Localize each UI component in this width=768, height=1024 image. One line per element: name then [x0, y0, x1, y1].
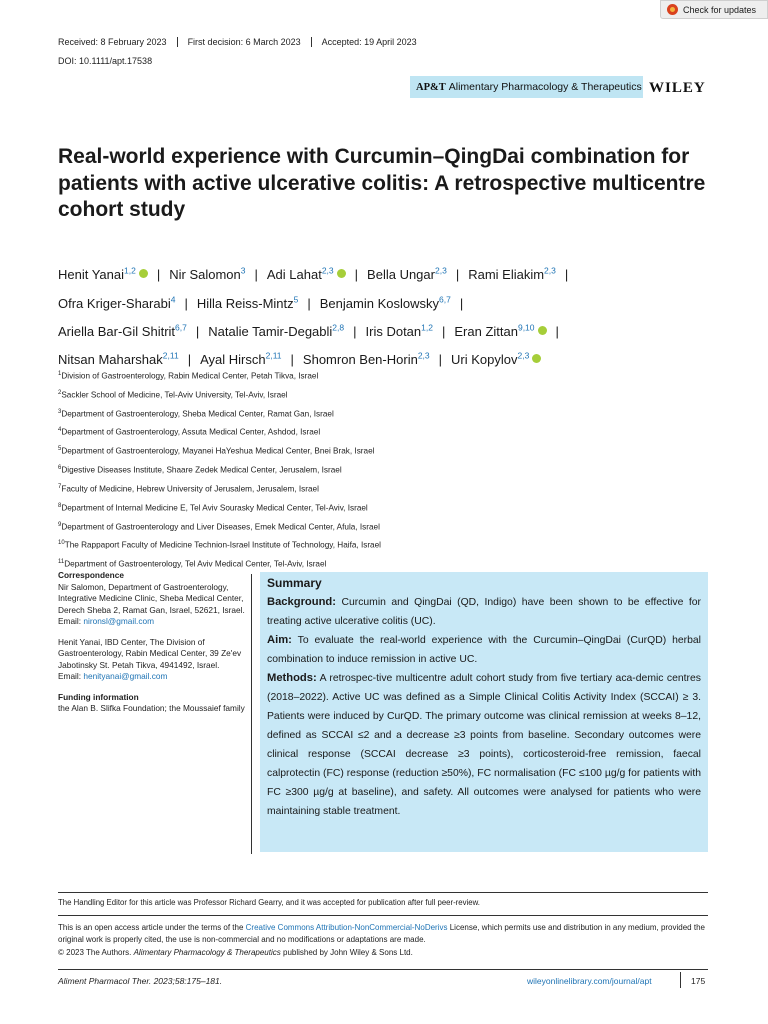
author-separator: |: [438, 352, 443, 368]
author-separator: |: [353, 323, 357, 339]
author-name[interactable]: Ariella Bar-Gil Shitrit$^{6,7}$: [58, 322, 187, 339]
correspondence-secondary: Henit Yanai, IBD Center, The Division of Gastroenterology, Rabin Medical Center, 39 Ze'ev Jabotinsky St. Petah Tikva, 4941492, Israel.: [58, 636, 242, 670]
correspondence-primary: Nir Salomon, Department of Gastroenterology, Integrative Medicine Clinic, Sheba Medical Center, Derech Sheba 2, Ramat Gan, Israel, 52621, Israel.: [58, 581, 245, 615]
affiliation-item: $^2$Sackler School of Medicine, Tel-Aviv University, Tel-Aviv, Israel: [58, 389, 288, 400]
affiliation-item: $^7$Faculty of Medicine, Hebrew University of Jerusalem, Jerusalem, Israel: [58, 483, 319, 494]
summary-heading: Summary: [267, 576, 322, 590]
page-number: 175: [691, 976, 706, 986]
affiliation-item: $^3$Department of Gastroenterology, Sheba Medical Center, Ramat Gan, Israel: [58, 408, 334, 419]
author-affiliation-sup: 6,7: [175, 322, 187, 333]
article-title: Real-world experience with Curcumin–QingDai combination for patients with active ulcerative colitis: A retrospective multicentre cohort study: [58, 145, 706, 221]
check-for-updates-button[interactable]: [660, 0, 768, 19]
author-separator: |: [195, 323, 200, 339]
affiliation-item: $^{10}$The Rappaport Faculty of Medicine Technion-Israel Institute of Technology, Haifa, Israel: [58, 540, 381, 551]
author-affiliation-sup: 1,2: [421, 322, 433, 333]
check-for-updates-label: Check for updates: [683, 4, 757, 15]
correspondence-panel: [58, 570, 248, 724]
author-affiliation-sup: 2,3: [434, 266, 447, 276]
handling-editor-note: The Handling Editor for this article was Professor Richard Gearry, and it was accepted for publication after full peer-review.: [58, 898, 480, 907]
author-separator: |: [455, 267, 460, 283]
summary-methods: Methods: A retrospec-tive multicentre adult cohort study from five tertiary aca-demic centres (2018–2022). Active UC was defined as a Simple Clinical Colitis Activity Index (SCCAI) ≥ 3. Patients were induced by CurQD. The primary outcome was clinical remission at weeks 8–12, defined as SCCAI ≤2 and a decrease ≥3 points from baseline. Secondary outcomes were clinical response (SCCAI decrease ≥3 points), corticosteroid-free remission, faecal calprotectin (FC) response (reduction ≥50%), FC normalisation (FC ≤100 µg/g for patients with FC ≥300 µg/g at baseline), and safety. All outcomes were analysed for patients who were maintaining stable treatment.: [267, 672, 701, 817]
author-name[interactable]: Iris Dotan$^{1,2}$: [365, 322, 433, 339]
cc-license-link[interactable]: Creative Commons Attribution-NonCommercial-NoDerivs: [245, 923, 448, 932]
author-separator: |: [307, 295, 311, 311]
license-note: This is an open access article under the terms of the Creative Commons Attribution-NonCommercial-NoDerivs License, which permits use and distribution in any medium, provided the original work is properly cited, the use is non-commercial and no modifications or adaptations are made. © 2023 The Authors. Alimentary Pharmacology & Therapeutics published by John Wiley & Sons Ltd.: [58, 923, 705, 957]
author-affiliation-sup: 2,3: [544, 266, 556, 276]
crossmark-icon: [667, 4, 678, 15]
author-name[interactable]: Shomron Ben-Horin$^{2,3}$: [302, 350, 430, 368]
orcid-icon[interactable]: [139, 269, 148, 278]
author-affiliation-sup: 3: [240, 266, 246, 276]
publisher-logo: WILEY: [649, 80, 706, 96]
affiliation-item: $^6$Digestive Diseases Institute, Shaare Zedek Medical Center, Jerusalem, Israel: [58, 465, 342, 475]
funding-heading: Funding information: [58, 691, 139, 702]
author-separator: |: [441, 323, 446, 339]
summary-box: [260, 572, 708, 852]
summary-background: Background: Curcumin and QingDai (QD, Indigo) have been shown to be effective for treating active ulcerative colitis (UC).: [267, 596, 701, 627]
author-separator: |: [459, 295, 464, 311]
author-affiliation-sup: 2,8: [332, 322, 345, 333]
affiliation-item: $^4$Department of Gastroenterology, Assuta Medical Center, Ashdod, Israel: [58, 427, 321, 438]
affiliation-list: [58, 366, 381, 573]
author-affiliation-sup: 2,3: [417, 350, 430, 361]
author-separator: |: [184, 295, 188, 311]
author-affiliation-sup: 2,11: [162, 350, 179, 361]
journal-abbr: AP&T: [416, 81, 446, 93]
footer-journal-link[interactable]: wileyonlinelibrary.com/journal/apt: [527, 976, 652, 986]
author-name[interactable]: Nitsan Maharshak$^{2,11}$: [58, 350, 179, 368]
secondary-email-line: Email: henityanai@gmail.com: [58, 671, 168, 681]
accepted-date: Accepted: 19 April 2023: [311, 37, 427, 47]
author-affiliation-sup: 1,2: [124, 266, 136, 276]
author-separator: |: [555, 323, 559, 339]
footer-citation: Aliment Pharmacol Ther. 2023;58:175–181.: [58, 976, 223, 986]
author-affiliation-sup: 4: [170, 294, 176, 305]
primary-email-link[interactable]: nironsl@gmail.com: [83, 616, 155, 626]
author-affiliation-sup: 2,11: [265, 350, 282, 361]
author-separator: |: [564, 267, 569, 283]
correspondence-heading: Correspondence: [58, 570, 124, 580]
affiliation-item: $^8$Department of Internal Medicine E, Tel Aviv Sourasky Medical Center, Tel-Aviv, Israel: [58, 502, 368, 513]
author-name[interactable]: Ayal Hirsch$^{2,11}$: [200, 350, 282, 368]
author-name[interactable]: Ofra Kriger-Sharabi$^4$: [58, 294, 176, 311]
orcid-icon[interactable]: [532, 354, 541, 363]
received-date: Received: 8 February 2023: [58, 37, 167, 47]
doi[interactable]: DOI: 10.1111/apt.17538: [58, 56, 153, 66]
author-separator: |: [156, 267, 161, 283]
author-affiliation-sup: 6,7: [438, 294, 451, 305]
secondary-email-link[interactable]: henityanai@gmail.com: [83, 671, 168, 681]
author-name[interactable]: Uri Kopylov$^{2,3}$: [451, 352, 541, 367]
author-separator: |: [354, 267, 359, 283]
article-dates: [58, 37, 427, 47]
author-separator: |: [187, 352, 192, 368]
author-affiliation-sup: 2,3: [517, 350, 530, 361]
author-affiliation-sup: 5: [293, 294, 299, 305]
author-name[interactable]: Eran Zittan$^{9,10}$: [454, 324, 546, 339]
affiliation-item: $^{11}$Department of Gastroenterology, Tel Aviv Medical Center, Tel-Aviv, Israel: [58, 559, 327, 570]
author-name[interactable]: Rami Eliakim$^{2,3}$: [468, 266, 556, 283]
author-name[interactable]: Benjamin Koslowsky$^{6,7}$: [319, 294, 451, 311]
author-list: [58, 259, 728, 372]
footer-rule: [58, 969, 708, 970]
footnote-rule: [58, 892, 708, 893]
summary-aim: Aim: To evaluate the real-world experience with the Curcumin–QingDai (CurQD) herbal combination to induce remission in active UC.: [267, 634, 701, 665]
footer-divider: [680, 972, 681, 988]
affiliation-item: $^5$Department of Gastroenterology, Mayanei HaYeshua Medical Center, Bnei Brak, Israel: [58, 446, 375, 457]
license-rule: [58, 915, 708, 916]
funding-text: the Alan B. Slifka Foundation; the Moussaief family: [58, 703, 245, 713]
author-name[interactable]: Henit Yanai$^{1,2}$: [58, 267, 148, 282]
author-name[interactable]: Bella Ungar$^{2,3}$: [367, 266, 447, 283]
first-decision-date: First decision: 6 March 2023: [177, 37, 311, 47]
journal-banner: [410, 76, 643, 98]
author-affiliation-sup: 2,3: [321, 266, 334, 276]
primary-email-line: Email: nironsl@gmail.com: [58, 616, 155, 626]
author-separator: |: [290, 352, 294, 368]
affiliation-item: $^9$Department of Gastroenterology and Liver Diseases, Emek Medical Center, Afula, Israel: [58, 521, 380, 532]
journal-name: Alimentary Pharmacology & Therapeutics: [448, 81, 642, 93]
author-name[interactable]: Nir Salomon$^3$: [169, 266, 246, 283]
affiliation-item: $^1$Division of Gastroenterology, Rabin Medical Center, Petah Tikva, Israel: [58, 371, 319, 381]
orcid-icon[interactable]: [337, 269, 346, 278]
author-name[interactable]: Adi Lahat$^{2,3}$: [267, 267, 346, 282]
author-separator: |: [254, 267, 258, 283]
orcid-icon[interactable]: [538, 326, 547, 335]
author-affiliation-sup: 9,10: [517, 322, 535, 333]
author-name[interactable]: Natalie Tamir-Degabli$^{2,8}$: [208, 322, 345, 339]
author-name[interactable]: Hilla Reiss-Mintz$^5$: [196, 294, 299, 311]
column-divider: [251, 574, 252, 854]
